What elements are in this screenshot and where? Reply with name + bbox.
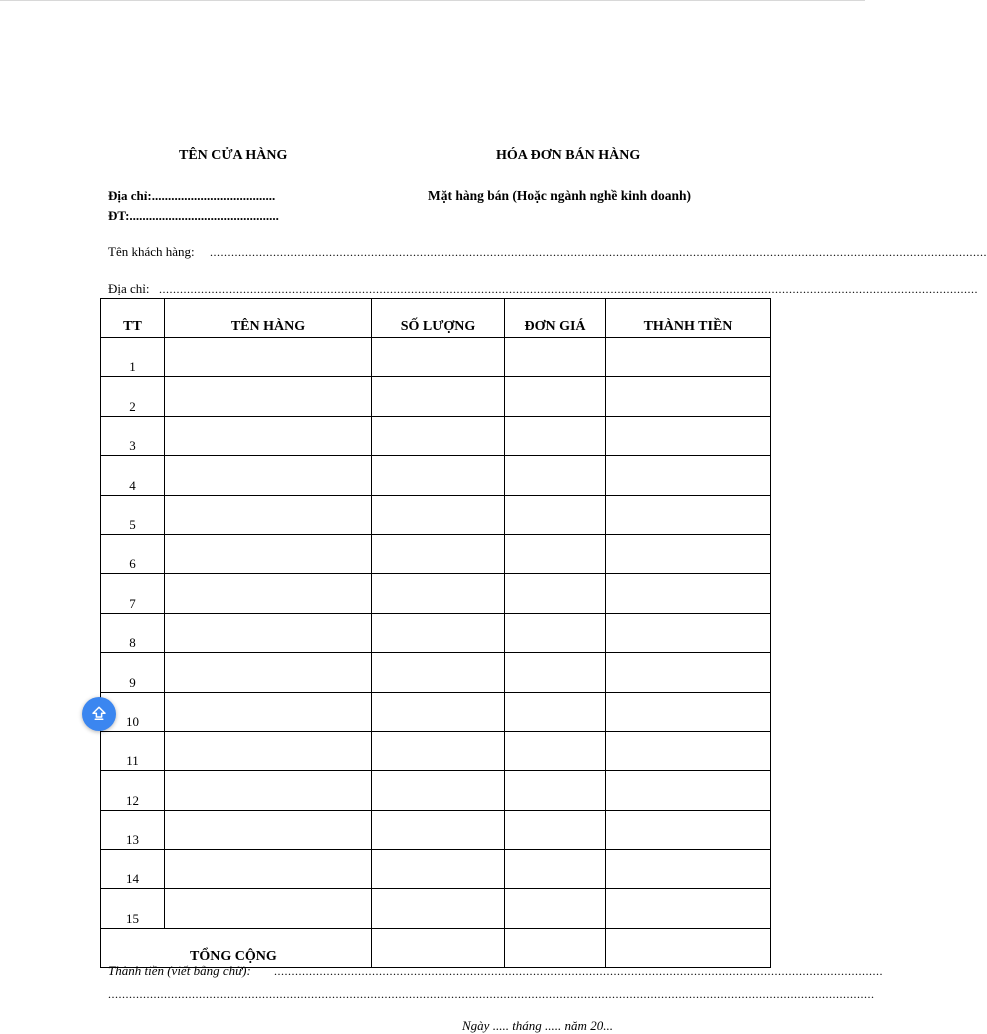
- upload-arrow-icon: [90, 705, 108, 723]
- unit-price-cell[interactable]: [505, 731, 606, 770]
- quantity-cell[interactable]: [372, 495, 505, 534]
- column-header-tt: TT: [101, 299, 165, 338]
- unit-price-cell[interactable]: [505, 416, 606, 455]
- amount-cell[interactable]: [606, 377, 771, 416]
- unit-price-cell[interactable]: [505, 377, 606, 416]
- table-row: [101, 850, 771, 889]
- row-number: 10: [101, 692, 165, 731]
- date-line: Ngày ..... tháng ..... năm 20...: [462, 1018, 613, 1033]
- item-name-cell[interactable]: [165, 850, 372, 889]
- item-name-cell[interactable]: [165, 613, 372, 652]
- unit-price-cell[interactable]: [505, 495, 606, 534]
- table-row: [101, 377, 771, 416]
- table-row: [101, 771, 771, 810]
- row-number: 8: [101, 613, 165, 652]
- amount-cell[interactable]: [606, 495, 771, 534]
- amount-cell[interactable]: [606, 810, 771, 849]
- item-name-cell[interactable]: [165, 495, 372, 534]
- item-name-cell[interactable]: [165, 771, 372, 810]
- amount-cell[interactable]: [606, 692, 771, 731]
- item-name-cell[interactable]: [165, 574, 372, 613]
- quantity-cell[interactable]: [372, 416, 505, 455]
- unit-price-cell[interactable]: [505, 456, 606, 495]
- quantity-cell[interactable]: [372, 338, 505, 377]
- customer-address-dotted-line: ..........................................................................................................................................................................................................................................: [159, 282, 978, 296]
- unit-price-cell[interactable]: [505, 850, 606, 889]
- amount-cell[interactable]: [606, 613, 771, 652]
- row-number: 2: [101, 377, 165, 416]
- table-row: [101, 889, 771, 928]
- column-header-unit-price: ĐƠN GIÁ: [505, 299, 606, 338]
- total-unit-price-cell[interactable]: [505, 928, 606, 967]
- total-quantity-cell[interactable]: [372, 928, 505, 967]
- table-row: [101, 692, 771, 731]
- upload-fab-button[interactable]: [82, 697, 116, 731]
- unit-price-cell[interactable]: [505, 692, 606, 731]
- column-header-quantity: SỐ LƯỢNG: [372, 299, 505, 338]
- table-row: [101, 456, 771, 495]
- goods-type-line: Mặt hàng bán (Hoặc ngành nghề kinh doanh): [428, 188, 691, 203]
- amount-cell[interactable]: [606, 574, 771, 613]
- item-name-cell[interactable]: [165, 731, 372, 770]
- amount-in-words-second-line: ...........................................................................................................................................................................................................................: [108, 987, 875, 1001]
- total-row: [101, 928, 771, 967]
- amount-cell[interactable]: [606, 534, 771, 573]
- amount-cell[interactable]: [606, 850, 771, 889]
- table-row: [101, 653, 771, 692]
- unit-price-cell[interactable]: [505, 653, 606, 692]
- row-number: 9: [101, 653, 165, 692]
- row-number: 15: [101, 889, 165, 928]
- row-number: 5: [101, 495, 165, 534]
- unit-price-cell[interactable]: [505, 810, 606, 849]
- amount-in-words-dotted-line: ..............................................................................................................................................................................: [274, 964, 883, 978]
- row-number: 12: [101, 771, 165, 810]
- invoice-title: HÓA ĐƠN BÁN HÀNG: [496, 148, 641, 163]
- invoice-table: [100, 298, 771, 968]
- column-header-item-name: TÊN HÀNG: [165, 299, 372, 338]
- amount-in-words-label: Thành tiền (viết bằng chữ):: [108, 963, 251, 978]
- top-border: [0, 0, 865, 1]
- unit-price-cell[interactable]: [505, 771, 606, 810]
- amount-cell[interactable]: [606, 771, 771, 810]
- row-number: 3: [101, 416, 165, 455]
- amount-cell[interactable]: [606, 731, 771, 770]
- row-number: 13: [101, 810, 165, 849]
- store-phone-field: ĐT:..............................................: [108, 208, 279, 223]
- customer-address-label: Địa chỉ:: [108, 281, 150, 296]
- quantity-cell[interactable]: [372, 889, 505, 928]
- row-number: 11: [101, 731, 165, 770]
- row-number: 6: [101, 534, 165, 573]
- table-row: [101, 338, 771, 377]
- unit-price-cell[interactable]: [505, 613, 606, 652]
- table-row: [101, 574, 771, 613]
- item-name-cell[interactable]: [165, 338, 372, 377]
- quantity-cell[interactable]: [372, 456, 505, 495]
- item-name-cell[interactable]: [165, 456, 372, 495]
- quantity-cell[interactable]: [372, 653, 505, 692]
- quantity-cell[interactable]: [372, 613, 505, 652]
- unit-price-cell[interactable]: [505, 889, 606, 928]
- quantity-cell[interactable]: [372, 574, 505, 613]
- unit-price-cell[interactable]: [505, 534, 606, 573]
- amount-cell[interactable]: [606, 338, 771, 377]
- quantity-cell[interactable]: [372, 731, 505, 770]
- table-row: [101, 534, 771, 573]
- amount-cell[interactable]: [606, 889, 771, 928]
- table-row: [101, 731, 771, 770]
- table-header-row: [101, 299, 771, 338]
- quantity-cell[interactable]: [372, 810, 505, 849]
- quantity-cell[interactable]: [372, 692, 505, 731]
- table-row: [101, 416, 771, 455]
- quantity-cell[interactable]: [372, 771, 505, 810]
- row-number: 14: [101, 850, 165, 889]
- customer-name-dotted-line: ..............................................................................................................................................................................................................................: [210, 245, 987, 259]
- item-name-cell[interactable]: [165, 653, 372, 692]
- column-header-amount: THÀNH TIỀN: [606, 299, 771, 338]
- row-number: 4: [101, 456, 165, 495]
- store-address-field: Địa chỉ:......................................: [108, 188, 276, 203]
- row-number: 1: [101, 338, 165, 377]
- item-name-cell[interactable]: [165, 692, 372, 731]
- item-name-cell[interactable]: [165, 889, 372, 928]
- total-amount-cell[interactable]: [606, 928, 771, 967]
- row-number: 7: [101, 574, 165, 613]
- table-row: [101, 613, 771, 652]
- table-row: [101, 810, 771, 849]
- unit-price-cell[interactable]: [505, 574, 606, 613]
- store-name-heading: TÊN CỬA HÀNG: [179, 148, 288, 163]
- item-name-cell[interactable]: [165, 810, 372, 849]
- unit-price-cell[interactable]: [505, 338, 606, 377]
- quantity-cell[interactable]: [372, 534, 505, 573]
- item-name-cell[interactable]: [165, 534, 372, 573]
- amount-cell[interactable]: [606, 416, 771, 455]
- total-label: TỔNG CỘNG: [101, 928, 372, 967]
- table-row: [101, 495, 771, 534]
- customer-name-label: Tên khách hàng:: [108, 244, 195, 259]
- amount-cell[interactable]: [606, 456, 771, 495]
- amount-cell[interactable]: [606, 653, 771, 692]
- item-name-cell[interactable]: [165, 377, 372, 416]
- quantity-cell[interactable]: [372, 377, 505, 416]
- quantity-cell[interactable]: [372, 850, 505, 889]
- item-name-cell[interactable]: [165, 416, 372, 455]
